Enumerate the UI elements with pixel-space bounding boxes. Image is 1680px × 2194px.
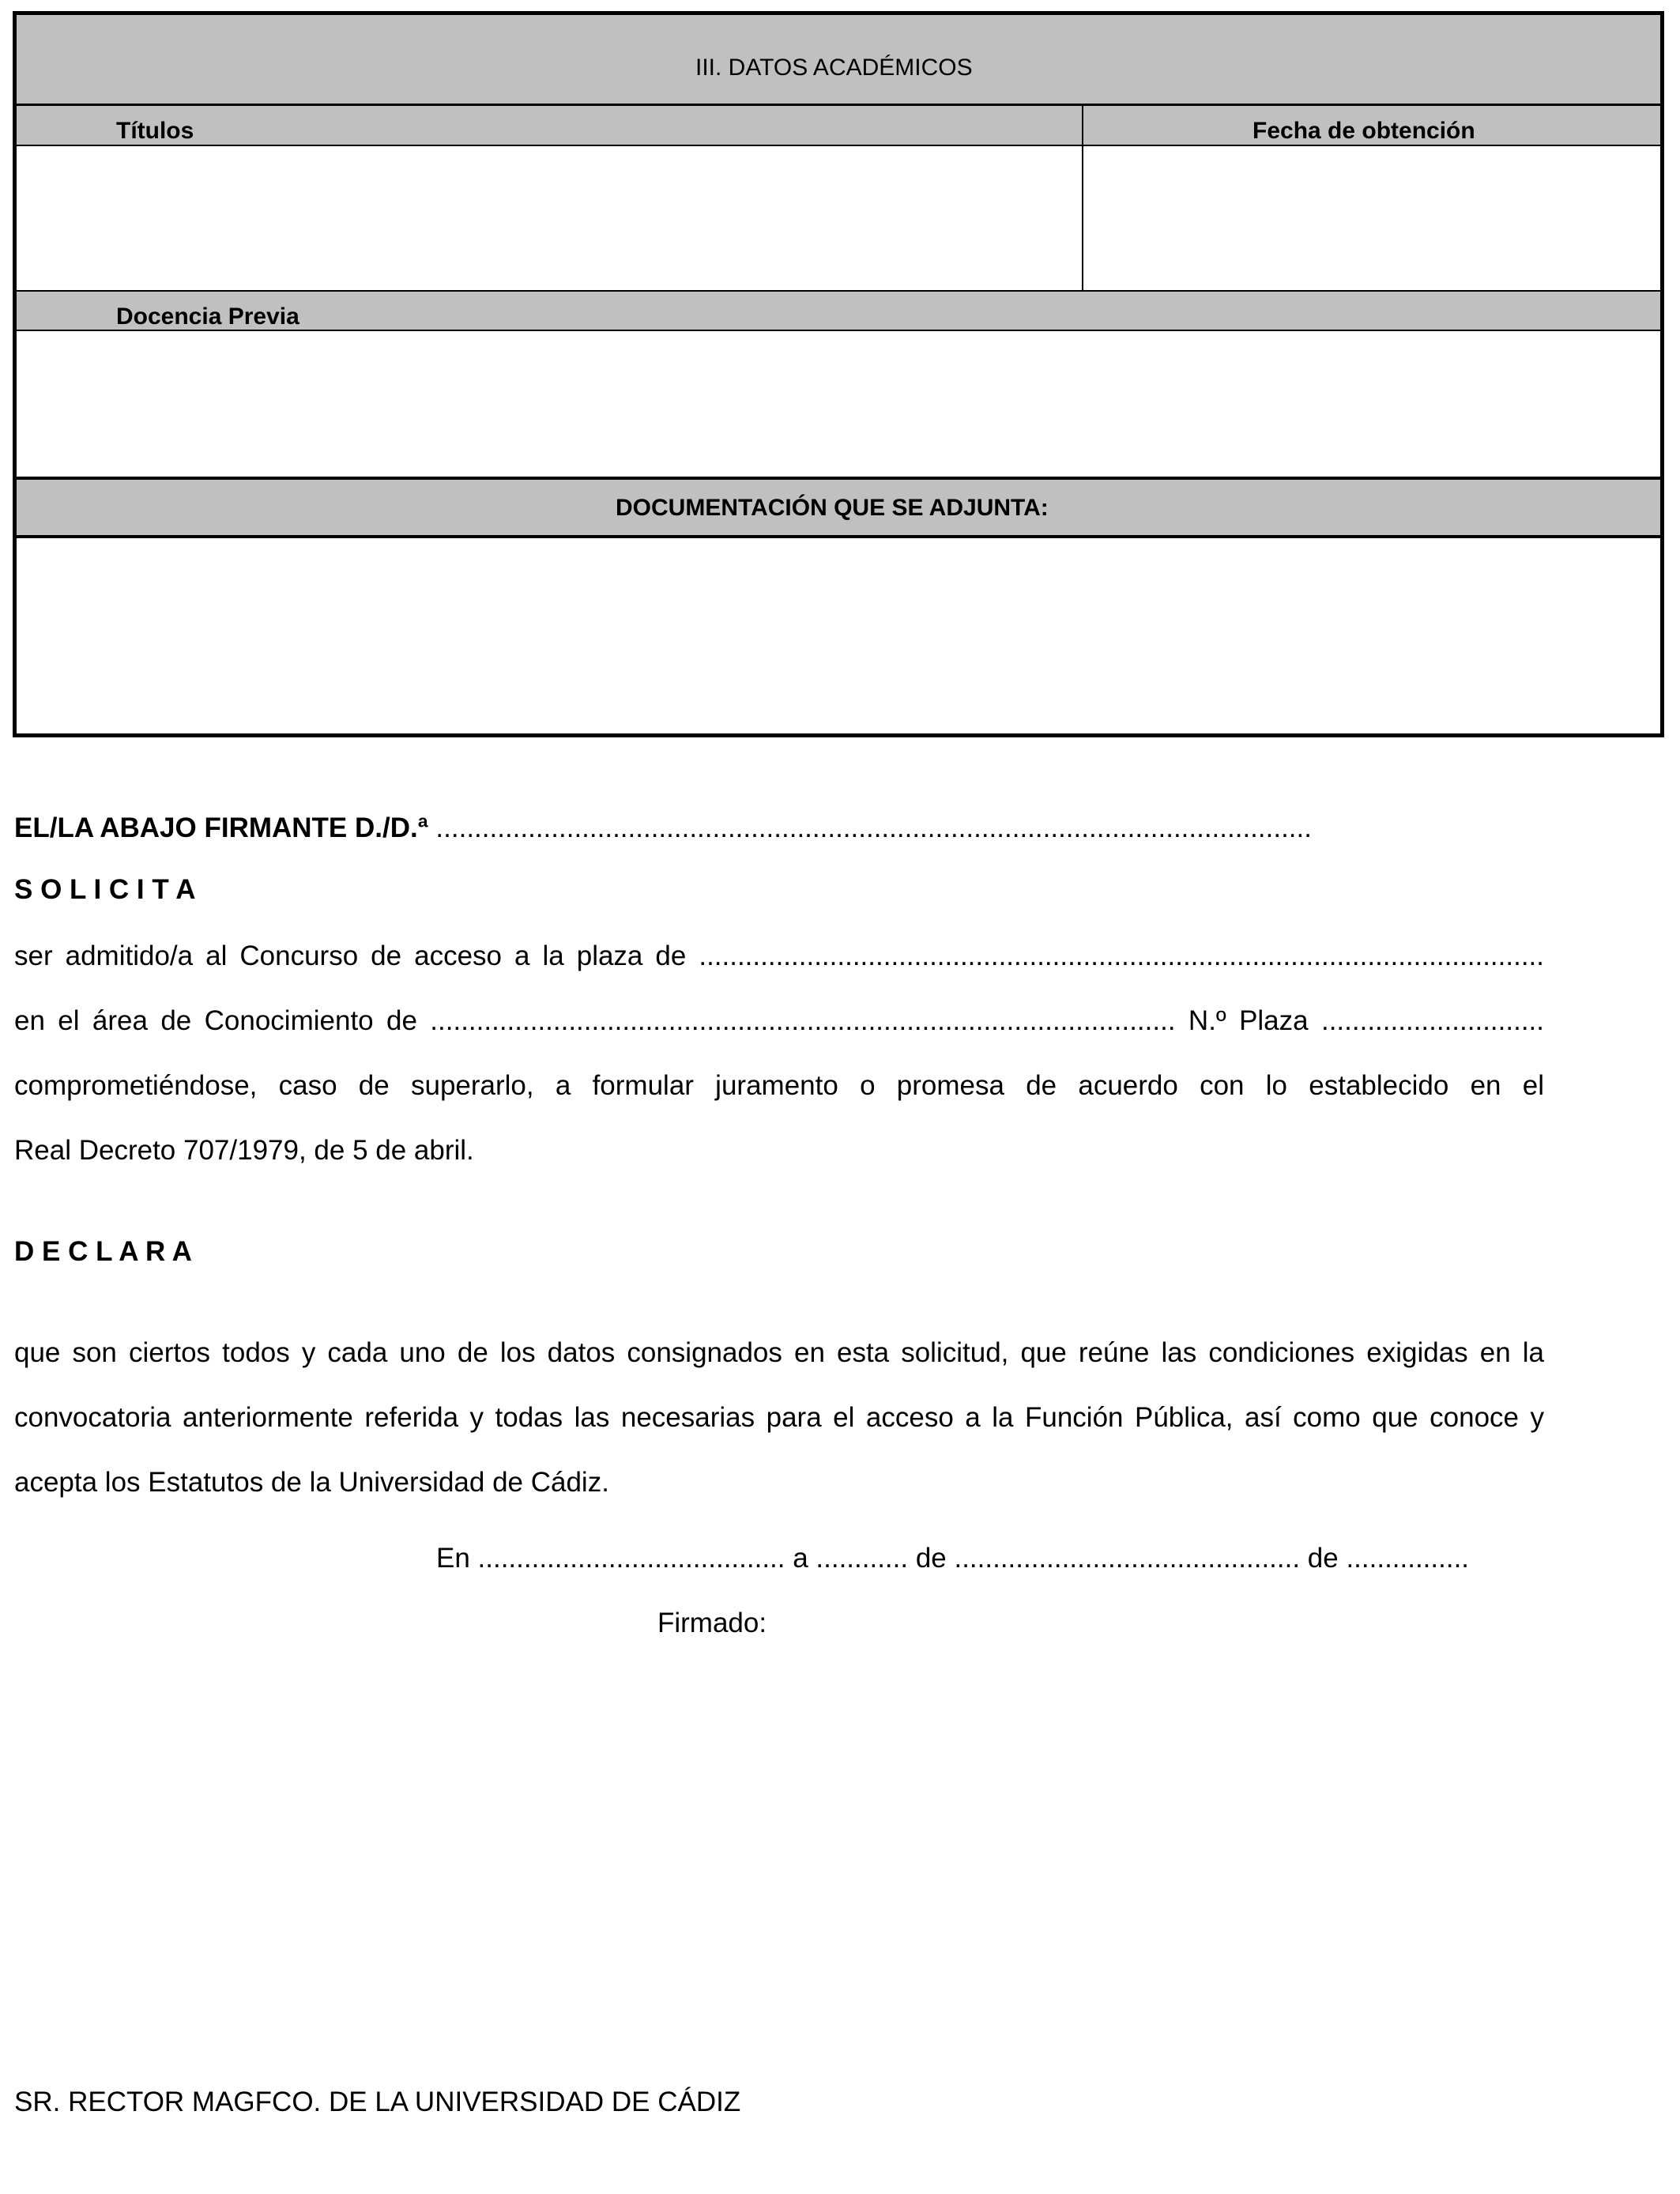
docencia-field[interactable] (17, 331, 1660, 477)
recipient: SR. RECTOR MAGFCO. DE LA UNIVERSIDAD DE CÁDIZ (14, 2087, 741, 2117)
place-date-line[interactable]: En ........................................ a ............ de ............................................. de ................ (436, 1543, 1470, 1574)
area-line: en el área de Conocimiento de ................................................................................................. N.º Plaza ............................. (14, 1005, 1544, 1036)
solicita-heading: S O L I C I T A (14, 874, 196, 905)
firmado-label: Firmado: (657, 1608, 767, 1638)
declara-line-2: convocatoria anteriormente referida y todas las necesarias para el acceso a la Función Pública, así como que conoce y (14, 1402, 1544, 1433)
section-title: III. DATOS ACADÉMICOS (695, 55, 973, 81)
documentacion-field[interactable] (17, 538, 1660, 733)
fecha-label: Fecha de obtención (1252, 118, 1475, 144)
declara-heading: D E C L A R A (14, 1236, 192, 1267)
plaza-line: ser admitido/a al Concurso de acceso a la plaza de .............................................................................................................. (14, 941, 1544, 971)
declara-line-3: acepta los Estatutos de la Universidad de Cádiz. (14, 1467, 609, 1498)
documentacion-label: DOCUMENTACIÓN QUE SE ADJUNTA: (616, 495, 1049, 521)
declara-line-1: que son ciertos todos y cada uno de los datos consignados en esta solicitud, que reúne las condiciones exigidas en la (14, 1337, 1544, 1368)
firmante-field[interactable]: .................................................................................................................. (435, 812, 1312, 843)
titulos-field[interactable] (17, 146, 1082, 290)
fecha-field[interactable] (1083, 146, 1660, 290)
firmante-line (14, 814, 1312, 842)
titulos-label: Títulos (116, 118, 194, 144)
docencia-label: Docencia Previa (116, 303, 299, 330)
academic-data-form (13, 11, 1664, 737)
compromiso-line-1: comprometiéndose, caso de superarlo, a formular juramento o promesa de acuerdo con lo establecido en el (14, 1070, 1544, 1101)
firmante-label: EL/LA ABAJO FIRMANTE D./D.ª (14, 812, 428, 843)
compromiso-line-2: Real Decreto 707/1979, de 5 de abril. (14, 1135, 474, 1166)
